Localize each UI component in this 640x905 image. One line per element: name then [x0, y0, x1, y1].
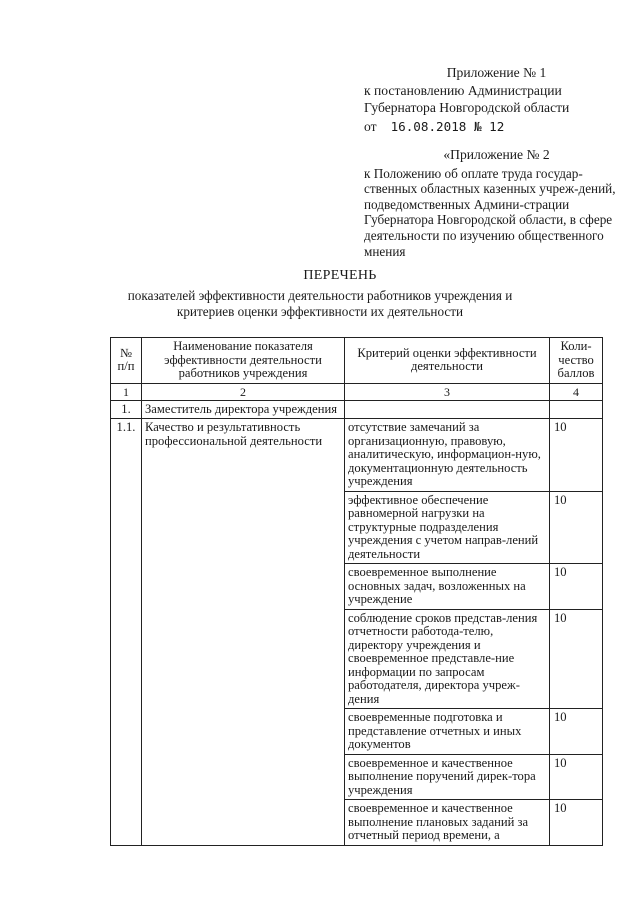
criteria-list	[345, 419, 550, 846]
header-indicator: Наименование показателя эффективности деятельности работников учреждения	[142, 338, 345, 384]
document-title: ПЕРЕЧЕНЬ	[303, 268, 377, 283]
header-num: № п/п	[111, 338, 142, 384]
criterion-score: 10	[550, 709, 602, 755]
criterion-text: своевременные подготовка и представление отчетных и иных документов	[345, 709, 549, 755]
appendix-1-line1: к постановлению Администрации	[364, 82, 562, 98]
header-criterion: Критерий оценки эффективности деятельности	[345, 338, 550, 384]
appendix-1-title: Приложение № 1	[446, 65, 547, 80]
criterion-text: своевременное и качественное выполнение плановых заданий за отчетный период времени, а	[348, 801, 529, 842]
table-row	[111, 419, 603, 846]
indicators-table	[110, 337, 603, 846]
criterion-score: 10	[550, 610, 602, 710]
criterion-score: 10	[550, 492, 602, 565]
column-number-row	[111, 383, 603, 400]
appendix-2-block	[364, 147, 629, 259]
criterion-text: соблюдение сроков представ-ления отчетности работода-телю, директору учреждения и своевременное представле-ние информации по запросам работодателя, директора учреж-дения	[345, 610, 549, 710]
appendix-2-text: к Положению об оплате труда государ-ственных областных казенных учреж-дений, подведомственных Админи-страции Губернатора Новгородской области, в сфере деятельности по изучению общественного мнения	[364, 165, 616, 259]
section-name: Заместитель директора учреждения	[142, 400, 345, 419]
criterion-score: 10	[550, 564, 602, 610]
order-date-stamp: 16.08.2018 № 12	[390, 118, 505, 134]
criterion-text: своевременное и качественное выполнение поручений дирек-тора учреждения	[345, 755, 549, 801]
table-header-row	[111, 338, 603, 384]
indicator-num: 1.1.	[111, 419, 142, 846]
criterion-score: 10	[550, 755, 602, 801]
col-number: 3	[345, 383, 550, 400]
col-number: 2	[142, 383, 345, 400]
scores-list	[550, 419, 603, 846]
document-subtitle: показателей эффективности деятельности работников учреждения и критериев оценки эффективности их деятельности	[127, 288, 513, 319]
appendix-2-title: «Приложение № 2	[443, 147, 550, 162]
col-number: 1	[111, 383, 142, 400]
criterion-text: своевременное выполнение основных задач, возложенных на учреждение	[345, 564, 549, 610]
indicator-name: Качество и результативность профессиональной деятельности	[142, 419, 345, 846]
criterion-score: 10	[550, 419, 602, 492]
header-score: Коли-чество баллов	[550, 338, 603, 384]
criterion-text: эффективное обеспечение равномерной нагрузки на структурные подразделения учреждения с учетом направ-лений деятельности	[345, 492, 549, 565]
criterion-text: отсутствие замечаний за организационную, правовую, аналитическую, информацион-ную, документационную деятельность учреждения	[345, 419, 549, 492]
order-date-line	[364, 118, 629, 136]
appendix-1-block	[364, 64, 629, 135]
order-prefix: от	[364, 118, 377, 134]
col-number: 4	[550, 383, 603, 400]
appendix-1-line2: Губернатора Новгородской области	[364, 100, 570, 115]
table-row	[111, 400, 603, 419]
section-num: 1.	[111, 400, 142, 419]
criterion-score: 10	[554, 801, 567, 815]
